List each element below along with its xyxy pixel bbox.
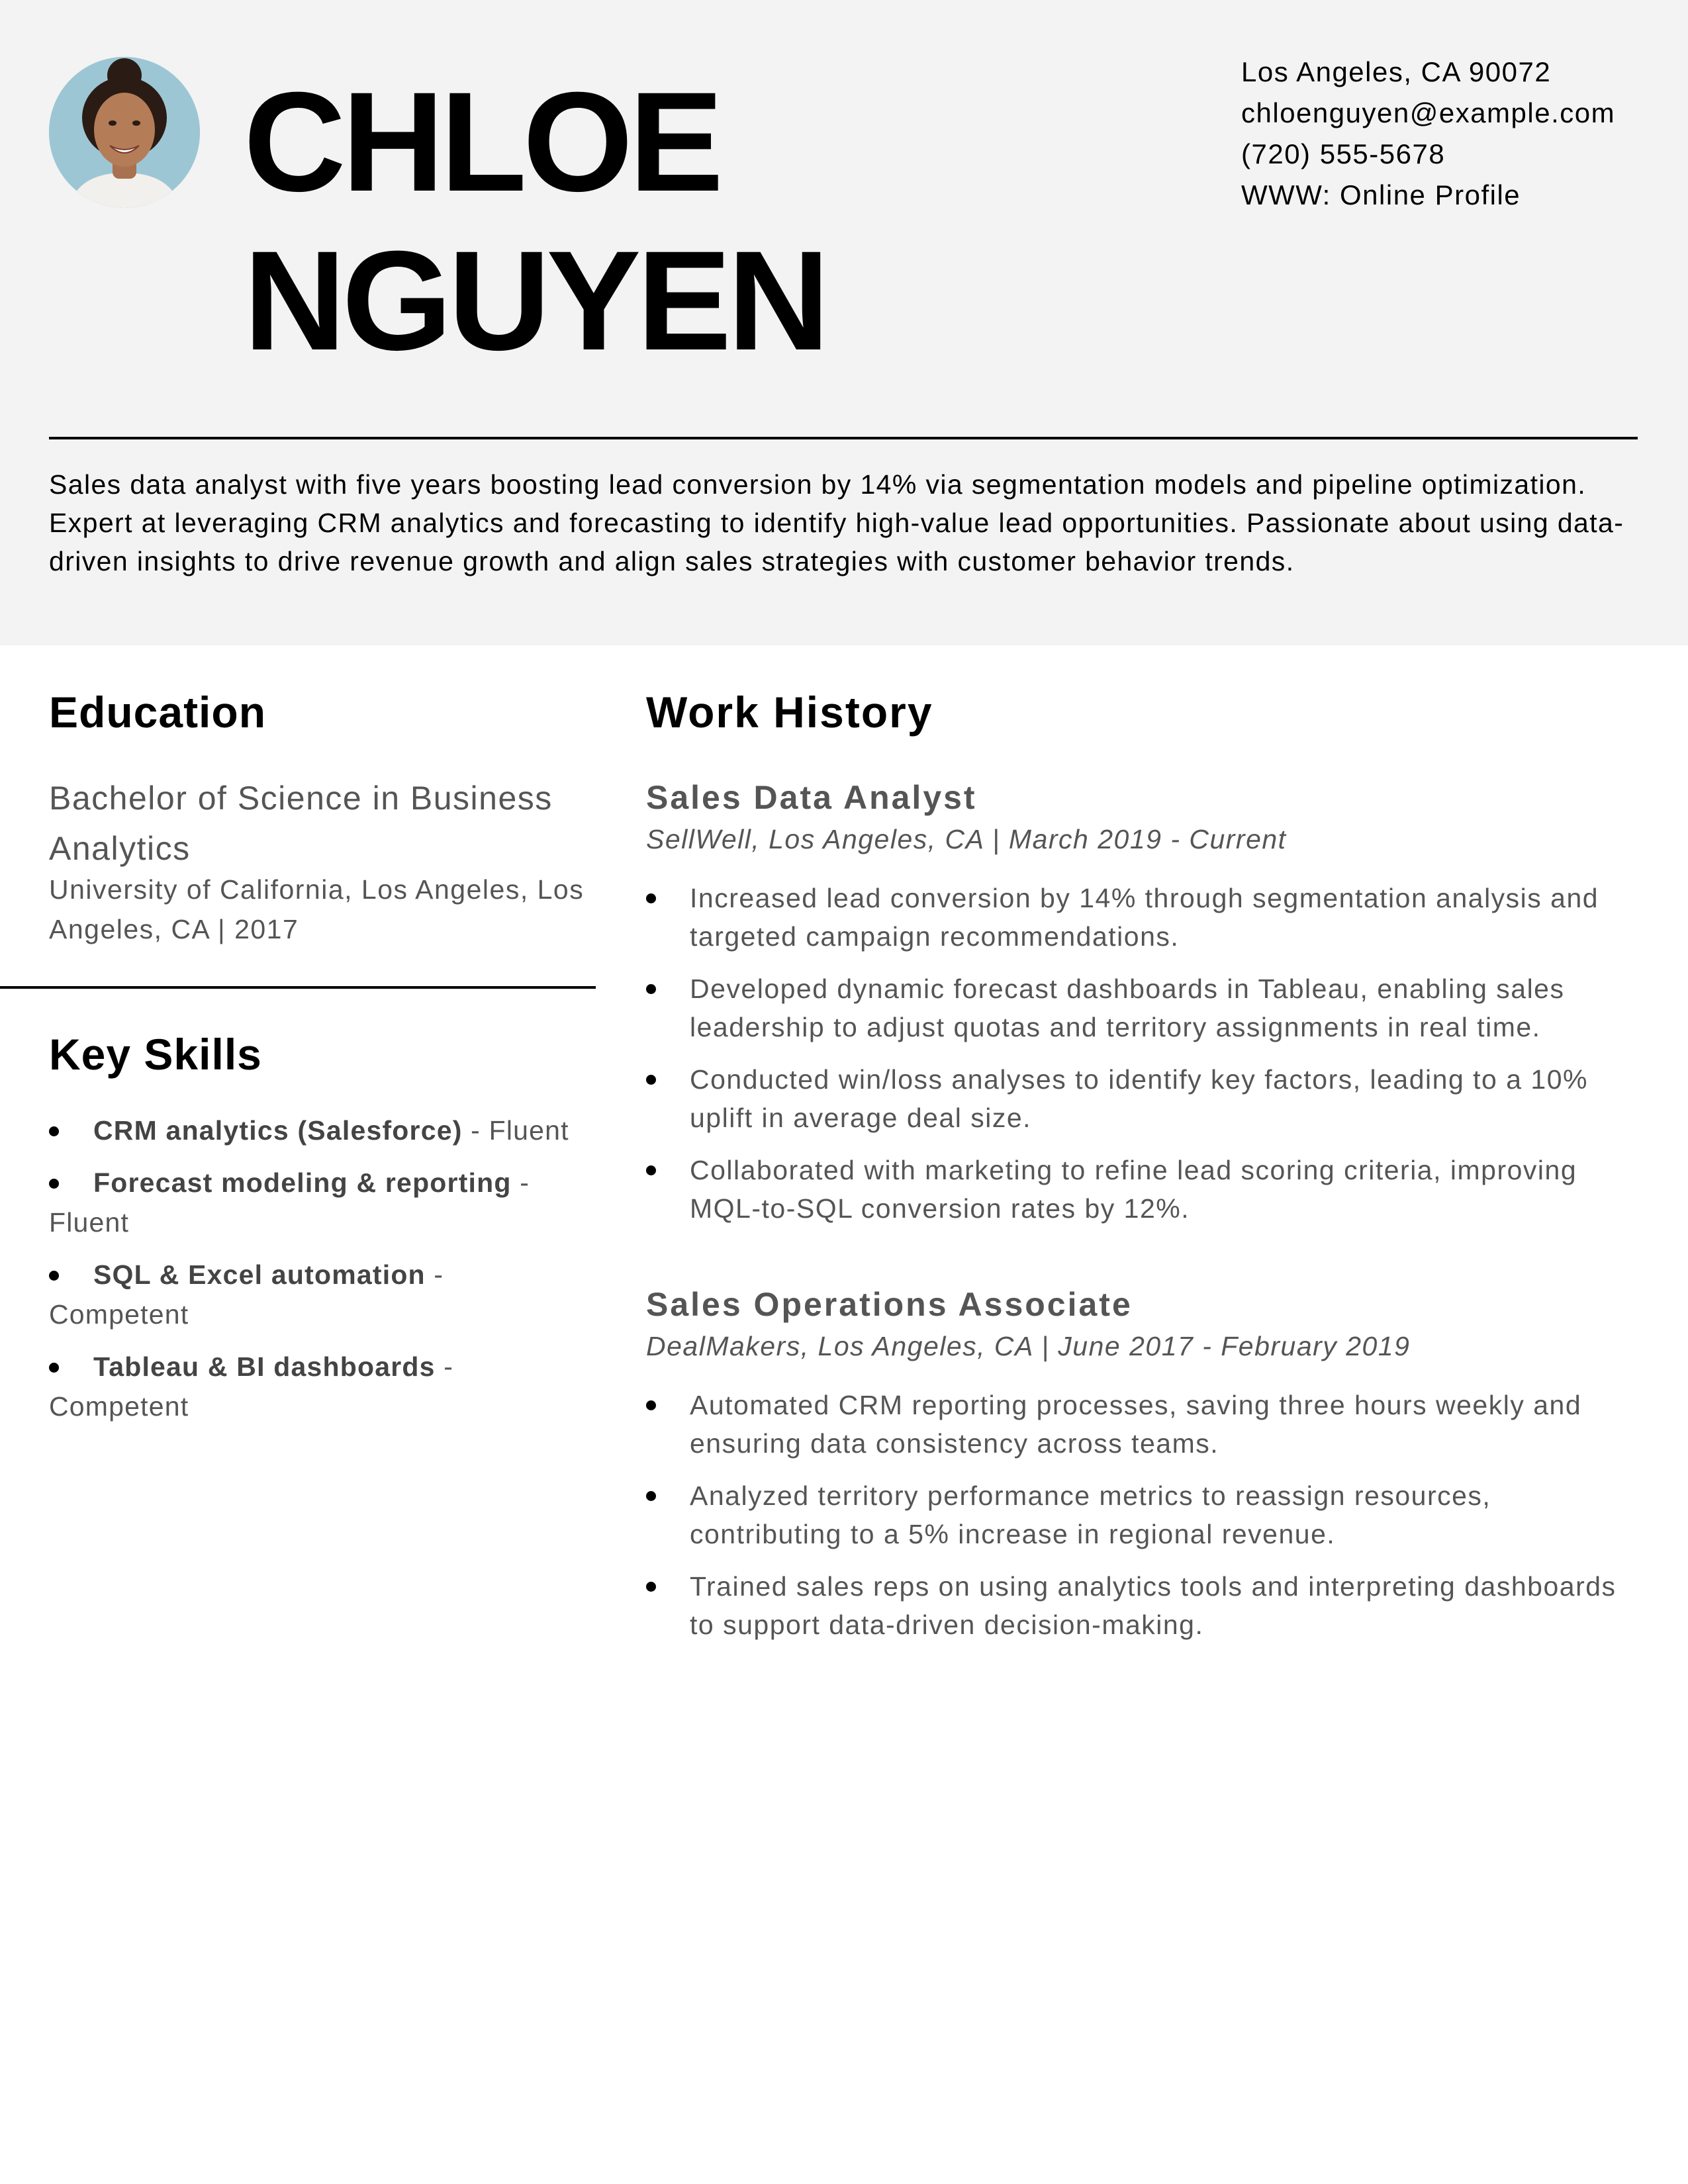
bullet-icon (646, 1075, 656, 1085)
skill-name: Tableau & BI dashboards (93, 1351, 436, 1382)
first-name: CHLOE (244, 63, 720, 221)
skill-item (49, 1111, 592, 1150)
skills-list (49, 1111, 592, 1439)
bullet-icon (646, 1491, 656, 1501)
bullet-icon (646, 984, 656, 994)
job-bullet-text: Conducted win/loss analyses to identify key factors, leading to a 10% uplift in average deal size. (690, 1064, 1588, 1133)
bullet-icon (646, 1400, 656, 1410)
job-bullet-text: Trained sales reps on using analytics tools and interpreting dashboards to support data-driven decision-making. (690, 1571, 1617, 1640)
education-school: University of California, Los Angeles, Los Angeles, CA | 2017 (49, 874, 585, 944)
contact-location: Los Angeles, CA 90072 (1241, 56, 1552, 87)
skill-level: - Competent (49, 1259, 444, 1330)
job-bullet (646, 1567, 1639, 1644)
job-bullet-text: Collaborated with marketing to refine lead scoring criteria, improving MQL-to-SQL conversion rates by 12%. (690, 1155, 1577, 1224)
job-meta: SellWell, Los Angeles, CA | March 2019 - Current (646, 824, 1287, 854)
skill-name: SQL & Excel automation (93, 1259, 426, 1290)
profile-photo (49, 57, 200, 208)
bullet-icon (49, 1126, 59, 1136)
skill-item (49, 1347, 592, 1426)
skill-name: Forecast modeling & reporting (93, 1167, 512, 1198)
job-bullet (646, 1060, 1639, 1137)
job-title: Sales Data Analyst (646, 779, 977, 816)
job-bullet-text: Analyzed territory performance metrics to reassign resources, contributing to a 5% increase in regional revenue. (690, 1480, 1491, 1549)
job-bullet-text: Automated CRM reporting processes, saving three hours weekly and ensuring data consistency across teams. (690, 1390, 1582, 1459)
job-entry (646, 776, 1639, 1242)
skill-level: - Fluent (49, 1167, 530, 1238)
education-degree: Bachelor of Science in Business Analytics (49, 780, 553, 867)
skill-name: CRM analytics (Salesforce) (93, 1115, 463, 1146)
job-bullet (646, 970, 1639, 1046)
bullet-icon (646, 893, 656, 903)
skill-level: - Fluent (462, 1115, 569, 1146)
education-heading: Education (49, 688, 267, 737)
job-meta: DealMakers, Los Angeles, CA | June 2017 - February 2019 (646, 1331, 1411, 1361)
person-photo-icon (49, 57, 200, 208)
key-skills-heading: Key Skills (49, 1030, 262, 1079)
bullet-icon (49, 1179, 59, 1189)
job-bullet-text: Increased lead conversion by 14% through segmentation analysis and targeted campaign recommendations. (690, 883, 1599, 952)
job-bullets (646, 1386, 1639, 1644)
education-divider (0, 986, 596, 989)
job-entry (646, 1283, 1639, 1658)
contact-phone: (720) 555-5678 (1241, 138, 1446, 169)
bullet-icon (49, 1363, 59, 1373)
job-bullet (646, 1386, 1639, 1463)
job-bullet (646, 1151, 1639, 1228)
bullet-icon (646, 1582, 656, 1592)
work-history-heading: Work History (646, 688, 933, 737)
job-bullet-text: Developed dynamic forecast dashboards in Tableau, enabling sales leadership to adjust quotas and territory assignments in real time. (690, 974, 1565, 1042)
job-bullet (646, 1477, 1639, 1553)
contact-website-link[interactable]: WWW: Online Profile (1241, 179, 1521, 210)
job-title: Sales Operations Associate (646, 1286, 1133, 1323)
candidate-name (244, 63, 826, 381)
last-name: NGUYEN (244, 222, 826, 380)
skill-level: - Competent (49, 1351, 454, 1422)
job-bullet (646, 879, 1639, 956)
skill-item (49, 1163, 592, 1242)
contact-email[interactable]: chloenguyen@example.com (1241, 97, 1616, 128)
bullet-icon (49, 1271, 59, 1281)
header-divider (49, 437, 1638, 439)
contact-info (1241, 52, 1615, 216)
professional-summary: Sales data analyst with five years boosting lead conversion by 14% via segmentation models and pipeline optimization. Expert at leveraging CRM analytics and forecasting to identify high-value lead opportunities. Passionate about using data-driven insights to drive revenue growth and align sales strategies with customer behavior trends. (49, 469, 1624, 576)
job-bullets (646, 879, 1639, 1228)
skill-item (49, 1255, 592, 1334)
bullet-icon (646, 1165, 656, 1175)
